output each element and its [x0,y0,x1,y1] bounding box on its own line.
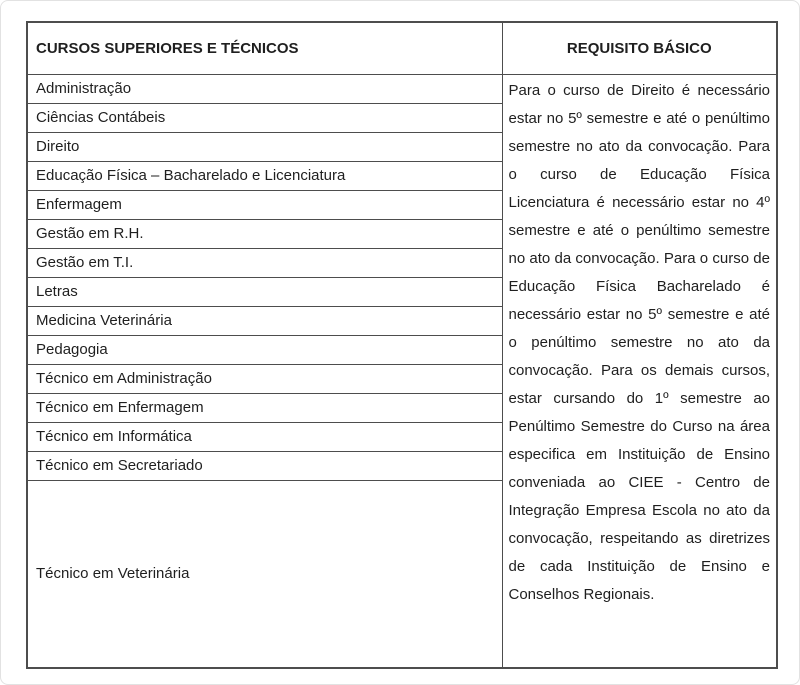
course-cell: Gestão em R.H. [27,219,502,248]
requirements-table-wrapper [26,21,778,669]
course-cell: Técnico em Veterinária [27,480,502,668]
course-cell: Pedagogia [27,335,502,364]
requisito-column-header: REQUISITO BÁSICO [502,22,777,74]
course-cell: Enfermagem [27,190,502,219]
table-row [27,74,777,103]
courses-column-header: CURSOS SUPERIORES E TÉCNICOS [27,22,502,74]
course-cell: Letras [27,277,502,306]
requisito-text-cell: Para o curso de Direito é necessário estar no 5º semestre e até o penúltimo semestre no ato da convocação. Para o curso de Educação Física Licenciatura é necessário estar no 4º semestre e até o penúltimo semestre no ato da convocação. Para o curso de Educação Física Bacharelado é necessário estar no 5º semestre e até o penúltimo semestre no ato da convocação. Para os demais cursos, estar cursando do 1º semestre ao Penúltimo Semestre do Curso na área especifica em Instituição de Ensino conveniada ao CIEE - Centro de Integração Empresa Escola no ato da convocação, respeitando as diretrizes de cada Instituição de Ensino e Conselhos Regionais. [502,74,777,668]
course-cell: Técnico em Enfermagem [27,393,502,422]
course-cell: Medicina Veterinária [27,306,502,335]
course-cell: Técnico em Administração [27,364,502,393]
header-row [27,22,777,74]
requirements-table [26,21,778,669]
course-cell: Educação Física – Bacharelado e Licenciatura [27,161,502,190]
course-cell: Técnico em Secretariado [27,451,502,480]
course-cell: Direito [27,132,502,161]
course-cell: Gestão em T.I. [27,248,502,277]
course-cell: Ciências Contábeis [27,103,502,132]
course-cell: Técnico em Informática [27,422,502,451]
course-cell: Administração [27,74,502,103]
